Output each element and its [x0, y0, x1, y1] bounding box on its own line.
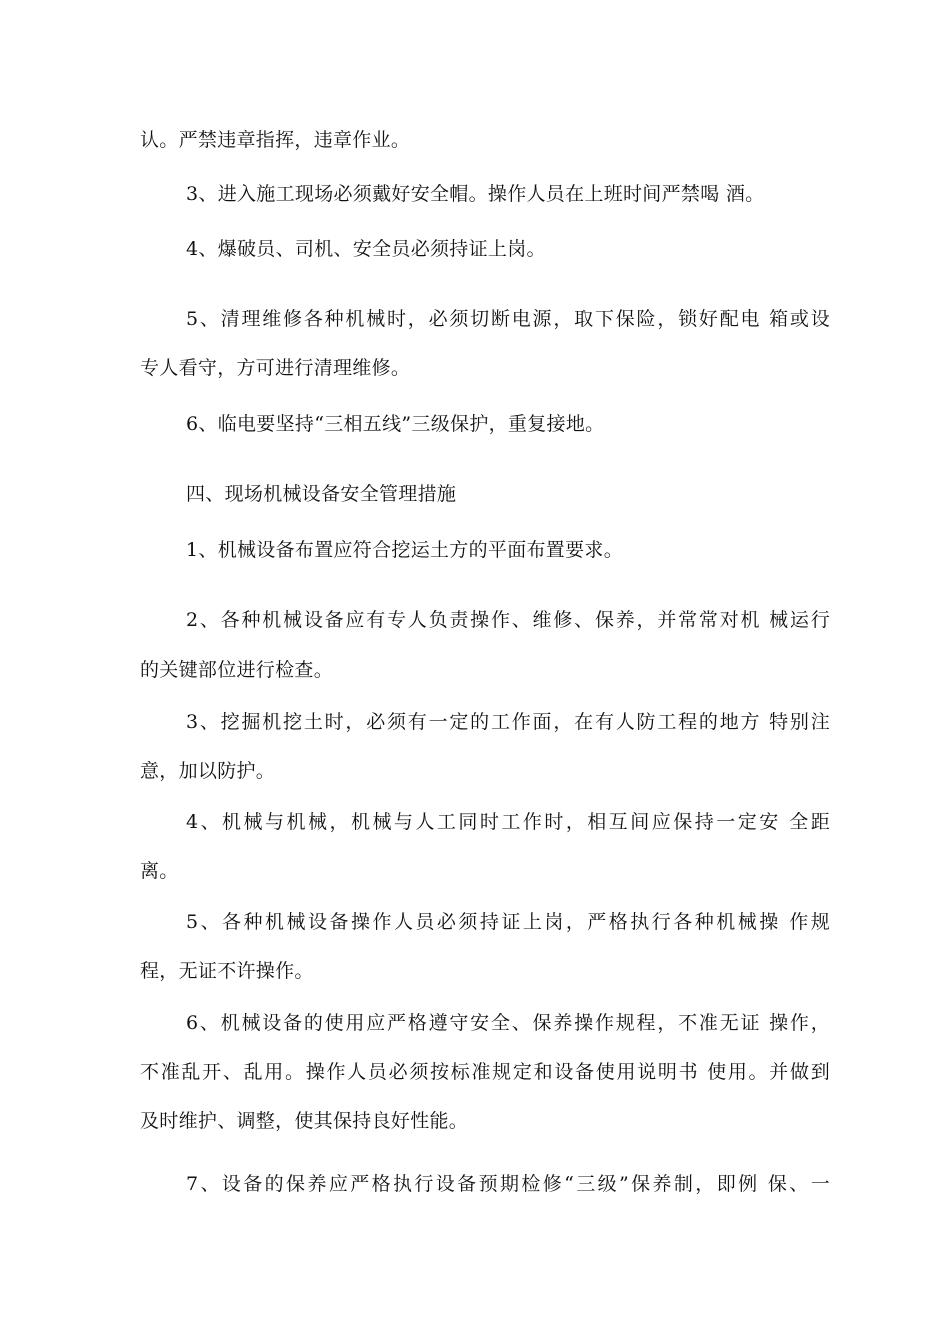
- text-line: 7、设备的保养应严格执行设备预期检修“三级”保养制，即例 保、一: [186, 1173, 830, 1195]
- text-line: 5、各种机械设备操作人员必须持证上岗，严格执行各种机械操 作规: [186, 911, 830, 933]
- text-line: 6、临电要坚持“三相五线”三级保护，重复接地。: [186, 413, 605, 435]
- text-line: 5、清理维修各种机械时，必须切断电源，取下保险，锁好配电 箱或设: [186, 308, 830, 330]
- text-line: 及时维护、调整，使其保持良好性能。: [140, 1110, 469, 1132]
- text-line: 不准乱开、乱用。操作人员必须按标准规定和设备使用说明书 使用。并做到: [140, 1061, 830, 1083]
- text-line: 离。: [140, 860, 179, 882]
- text-line: 3、挖掘机挖土时，必须有一定的工作面，在有人防工程的地方 特别注: [186, 711, 830, 733]
- text-line: 的关键部位进行检查。: [140, 659, 334, 681]
- text-line: 认。严禁违章指挥，违章作业。: [140, 129, 411, 151]
- text-line: 专人看守，方可进行清理维修。: [140, 357, 411, 379]
- text-line: 程，无证不许操作。: [140, 960, 314, 982]
- text-line: 4、爆破员、司机、安全员必须持证上岗。: [186, 238, 546, 260]
- text-line: 1、机械设备布置应符合挖运土方的平面布置要求。: [186, 539, 623, 561]
- text-line: 4、机械与机械，机械与人工同时工作时，相互间应保持一定安 全距: [186, 811, 830, 833]
- text-line: 6、机械设备的使用应严格遵守安全、保养操作规程，不准无证 操作，: [186, 1012, 830, 1034]
- text-line: 2、各种机械设备应有专人负责操作、维修、保养，并常常对机 械运行: [186, 609, 830, 631]
- text-line: 意，加以防护。: [140, 760, 276, 782]
- text-line: 3、进入施工现场必须戴好安全帽。操作人员在上班时间严禁喝 酒。: [186, 183, 765, 205]
- section-heading: 四、现场机械设备安全管理措施: [186, 483, 457, 505]
